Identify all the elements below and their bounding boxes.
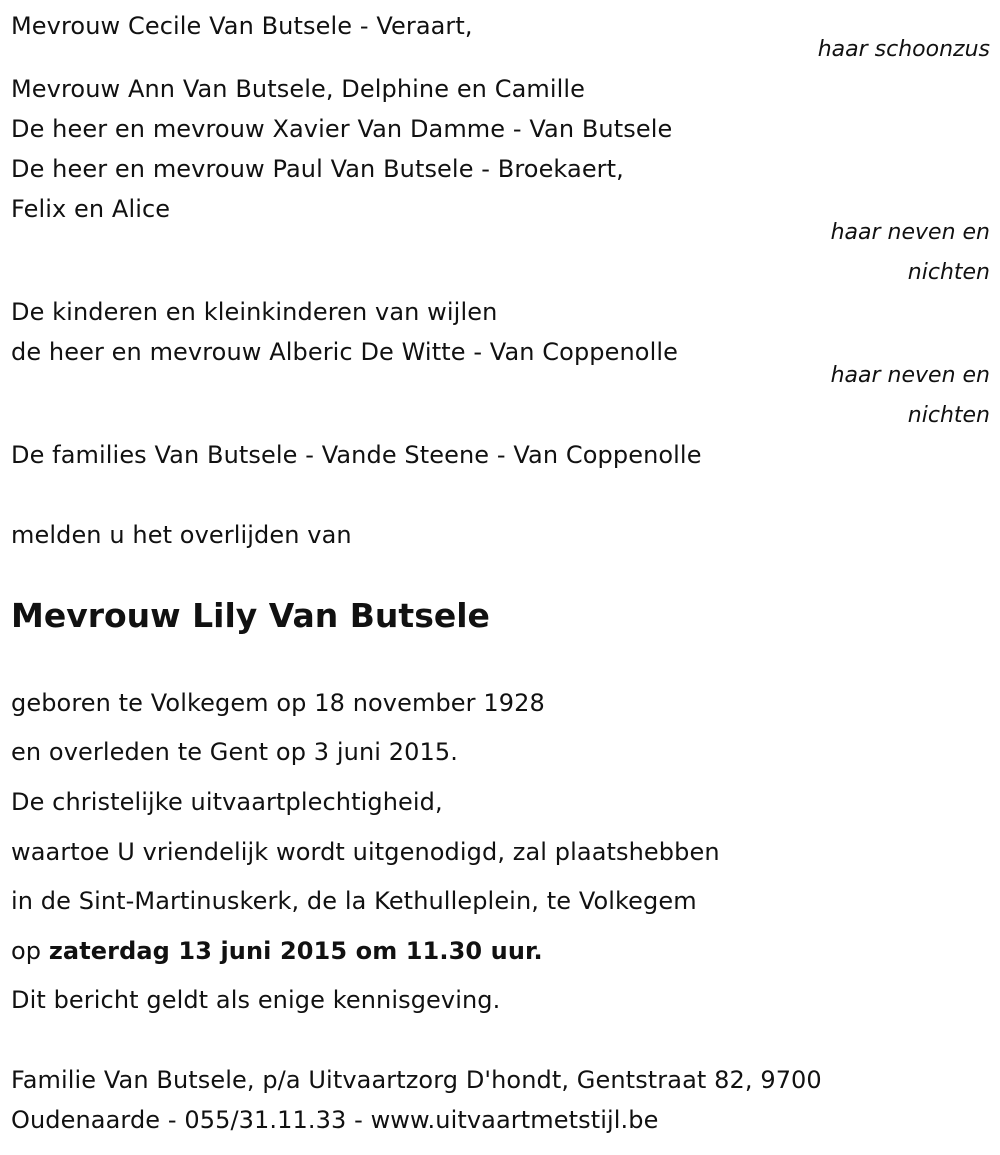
date-prefix: op [11,937,49,965]
family-line: Mevrouw Cecile Van Butsele - Veraart, [11,12,473,40]
invitation-line: waartoe U vriendelijk wordt uitgenodigd, zal plaatshebben [11,838,720,866]
family-line: Felix en Alice [11,195,171,223]
relation-label: nichten [907,260,990,285]
family-line: De kinderen en kleinkinderen van wijlen [11,298,498,326]
relation-label: haar neven en [830,363,990,388]
relation-label: nichten [907,403,990,428]
ceremony-date: zaterdag 13 juni 2015 om 11.30 uur. [48,937,543,965]
contact-line: Familie Van Butsele, p/a Uitvaartzorg D'hondt, Gentstraat 82, 9700 [11,1066,822,1094]
death-line: en overleden te Gent op 3 juni 2015. [11,738,458,766]
family-line: De families Van Butsele - Vande Steene - Van Coppenolle [11,441,702,469]
announcement-text: melden u het overlijden van [11,521,352,549]
ceremony-line: De christelijke uitvaartplechtigheid, [11,788,443,816]
deceased-name: Mevrouw Lily Van Butsele [11,596,490,635]
relation-label: haar neven en [830,220,990,245]
birth-line: geboren te Volkegem op 18 november 1928 [11,689,545,717]
contact-line: Oudenaarde - 055/31.11.33 - www.uitvaartmetstijl.be [11,1106,659,1134]
family-line: de heer en mevrouw Alberic De Witte - Van Coppenolle [11,338,678,366]
family-line: De heer en mevrouw Xavier Van Damme - Van Butsele [11,115,673,143]
location-line: in de Sint-Martinuskerk, de la Kethulleplein, te Volkegem [11,887,697,915]
family-line: Mevrouw Ann Van Butsele, Delphine en Camille [11,75,586,103]
family-line: De heer en mevrouw Paul Van Butsele - Broekaert, [11,155,624,183]
relation-label: haar schoonzus [817,37,990,62]
notice-line: Dit bericht geldt als enige kennisgeving. [11,986,501,1014]
date-line [11,936,543,966]
